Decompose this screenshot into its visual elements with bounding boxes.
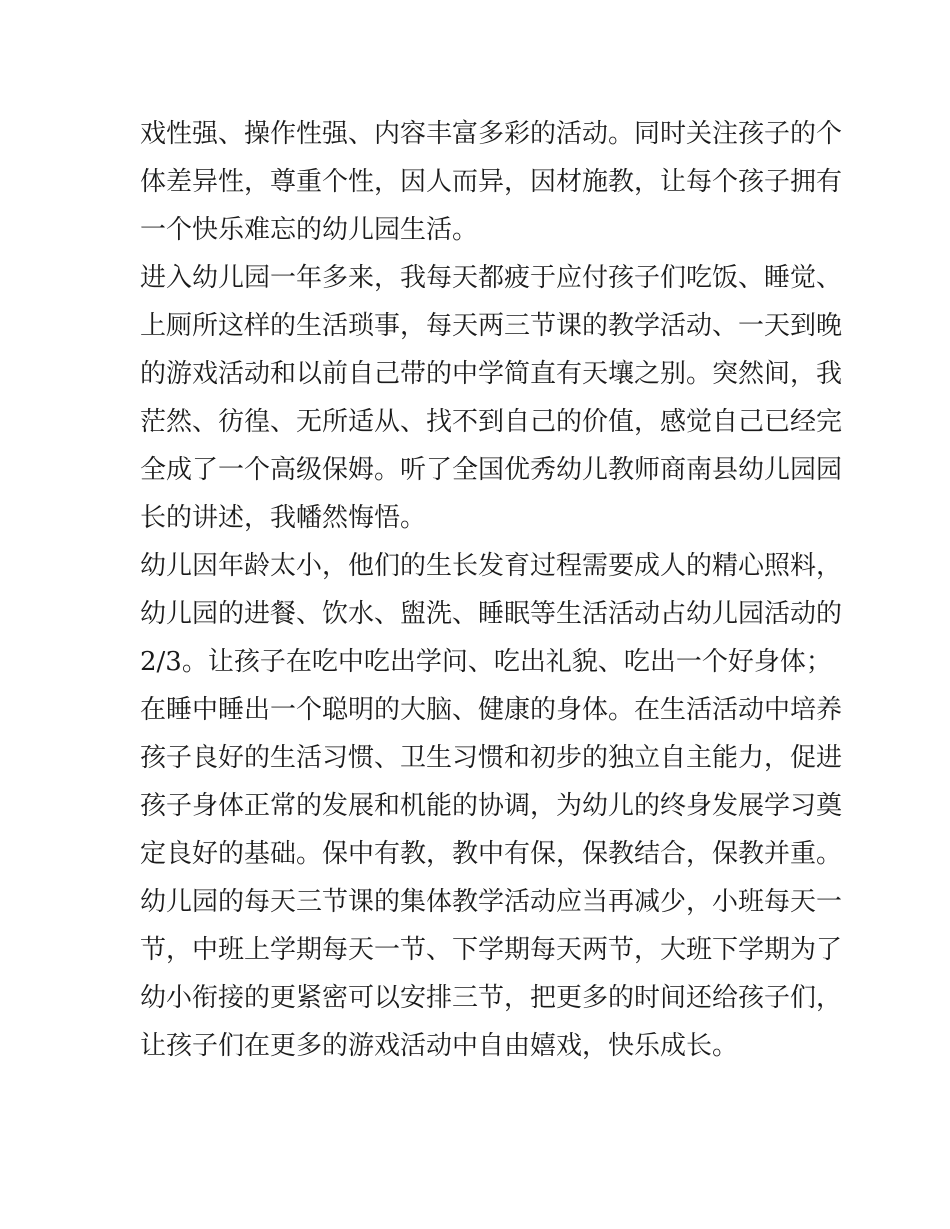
text-line: 进入幼儿园一年多来，我每天都疲于应付孩子们吃饭、睡觉、 [140, 263, 843, 293]
text-line: 长的讲述，我幡然悔悟。 [140, 503, 427, 533]
text-line: 在睡中睡出一个聪明的大脑、健康的身体。在生活活动中培养 [140, 695, 843, 725]
text-line: 定良好的基础。保中有教，教中有保，保教结合，保教并重。 [140, 839, 843, 869]
text-line: 节，中班上学期每天一节、下学期每天两节，大班下学期为了 [140, 935, 843, 965]
document-body [140, 110, 843, 1070]
text-line: 幼小衔接的更紧密可以安排三节，把更多的时间还给孩子们， [140, 983, 843, 1013]
text-line: 一个快乐难忘的幼儿园生活。 [140, 215, 479, 245]
text-line: 茫然、彷徨、无所适从、找不到自己的价值，感觉自己已经完 [140, 407, 843, 437]
text-line: 让孩子们在更多的游戏活动中自由嬉戏，快乐成长。 [140, 1031, 739, 1061]
text-line: 幼儿因年龄太小，他们的生长发育过程需要成人的精心照料， [140, 551, 843, 581]
text-line: 孩子良好的生活习惯、卫生习惯和初步的独立自主能力，促进 [140, 743, 843, 773]
text-line: 2/3。让孩子在吃中吃出学问、吃出礼貌、吃出一个好身体； [140, 647, 832, 677]
text-line: 戏性强、操作性强、内容丰富多彩的活动。同时关注孩子的个 [140, 119, 843, 149]
text-line: 上厕所这样的生活琐事，每天两三节课的教学活动、一天到晚 [140, 311, 843, 341]
text-line: 全成了一个高级保姆。听了全国优秀幼儿教师商南县幼儿园园 [140, 455, 843, 485]
text-line: 幼儿园的每天三节课的集体教学活动应当再减少，小班每天一 [140, 887, 843, 917]
text-line: 体差异性，尊重个性，因人而异，因材施教，让每个孩子拥有 [140, 167, 843, 197]
text-line: 孩子身体正常的发展和机能的协调，为幼儿的终身发展学习奠 [140, 791, 843, 821]
text-line: 的游戏活动和以前自己带的中学简直有天壤之别。突然间，我 [140, 359, 843, 389]
text-line: 幼儿园的进餐、饮水、盥洗、睡眠等生活活动占幼儿园活动的 [140, 599, 843, 629]
